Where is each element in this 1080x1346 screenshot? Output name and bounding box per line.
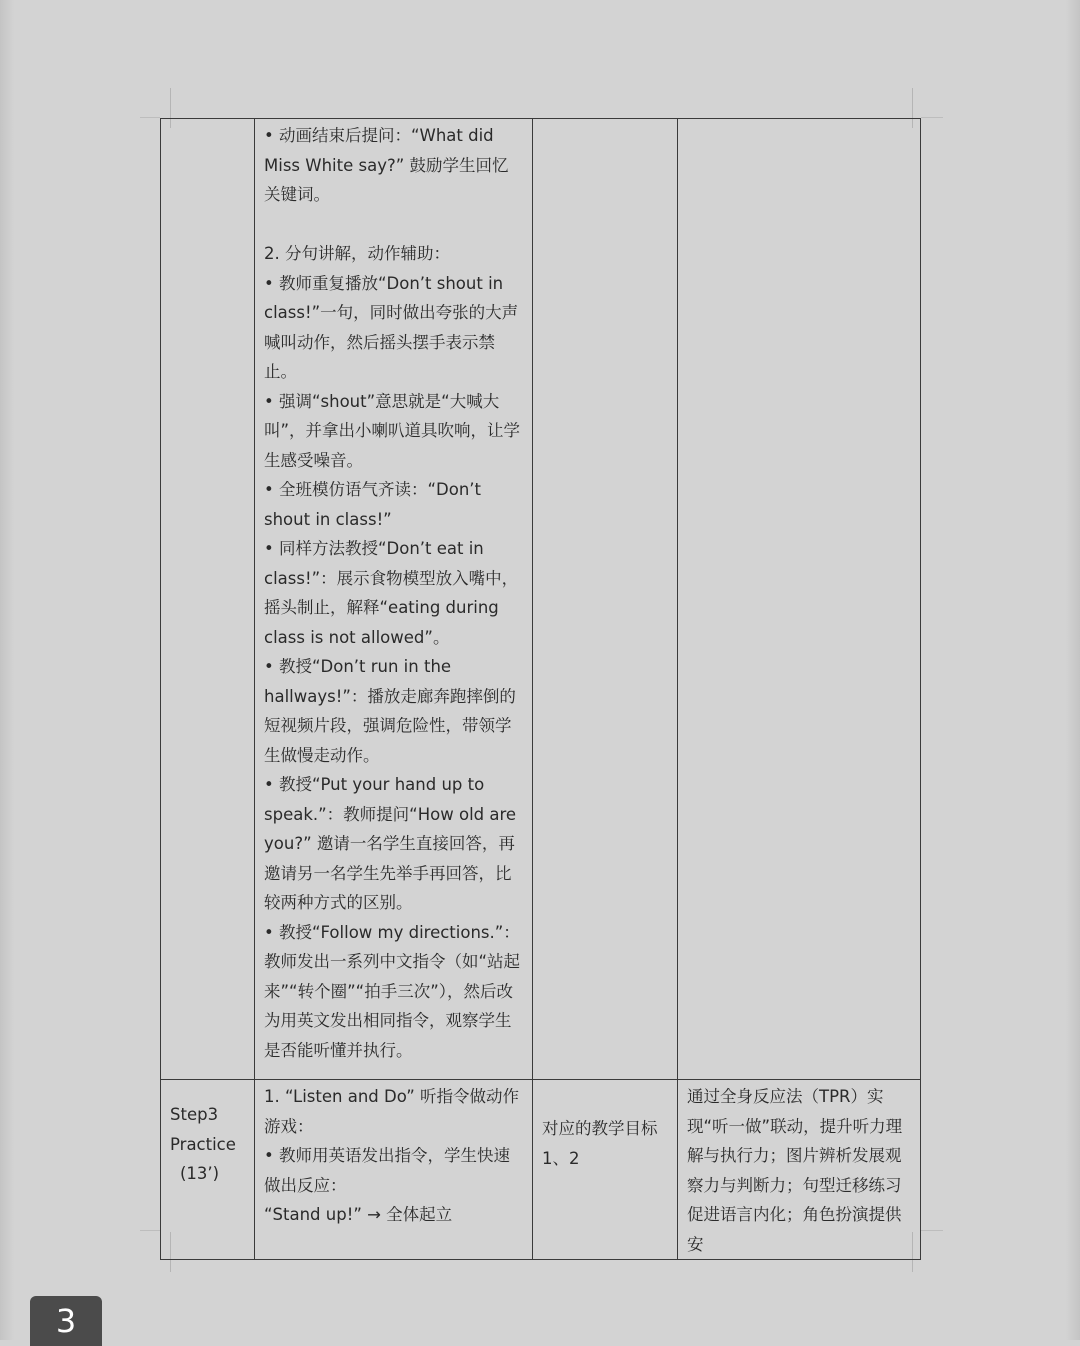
procedure-line: • 教授“Follow my directions.”：教师发出一系列中文指令（如“站起来”“转个圈”“拍手三次”），然后改为用英文发出相同指令，观察学生是否能听懂并执行。 [264,922,521,1060]
page-edge-left [0,0,14,1340]
goal-value: 1、2 [542,1148,580,1168]
step-cell [161,119,255,1080]
procedure-line: “Stand up!” → 全体起立 [264,1205,453,1224]
goal-label: 对应的教学目标 [542,1119,658,1138]
purpose-cell [678,1080,921,1260]
procedure-cell [255,1080,533,1260]
procedure-line: • 全班模仿语气齐读：“Don’t shout in class!” [264,480,481,529]
table-row [161,119,921,1080]
page-edge-right [1066,0,1080,1340]
step-label: Step3 [170,1105,219,1124]
page-number-badge[interactable]: 3 [30,1296,102,1346]
purpose-text: 通过全身反应法（TPR）实现“听一做”联动，提升听力理解与执行力；图片辨析发展观察力与判断力；句型迁移练习促进语言内化；角色扮演提供安 [687,1087,903,1254]
margin-mark [140,1230,160,1231]
lesson-plan-table [160,118,921,1260]
procedure-line: 1. “Listen and Do” 听指令做动作游戏： [264,1087,520,1136]
goal-cell [533,119,678,1080]
procedure-line: • 教授“Put your hand up to speak.”：教师提问“How old are you?” 邀请一名学生直接回答，再邀请另一名学生先举手再回答，比较两种方式的区别。 [264,775,517,912]
procedure-line: • 教授“Don’t run in the hallways!”：播放走廊奔跑摔倒的短视频片段，强调危险性，带领学生做慢走动作。 [264,657,516,765]
procedure-line: • 教师重复播放“Don’t shout in class!”一句，同时做出夸张的大声喊叫动作，然后摇头摆手表示禁止。 [264,273,519,381]
procedure-cell [255,119,533,1080]
procedure-line: • 教师用英语发出指令，学生快速做出反应： [264,1146,510,1195]
table-row [161,1080,921,1260]
step-cell [161,1080,255,1260]
step-time: (13’) [180,1164,220,1183]
margin-mark [921,1230,943,1231]
blank-line [264,210,523,240]
procedure-line: 2. 分句讲解，动作辅助： [264,244,450,263]
margin-mark [921,117,943,118]
procedure-line: • 同样方法教授“Don’t eat in class!”：展示食物模型放入嘴中，摇头制止，解释“eating during class is not allowed”。 [264,539,519,647]
step-name: Practice [170,1134,236,1154]
procedure-line: • 动画结束后提问：“What did Miss White say?” 鼓励学生回忆关键词。 [264,126,509,204]
margin-mark [140,117,160,118]
goal-cell [533,1080,678,1260]
purpose-cell [678,119,921,1080]
procedure-line: • 强调“shout”意思就是“大喊大叫”，并拿出小喇叭道具吹响，让学生感受噪音。 [264,391,521,470]
